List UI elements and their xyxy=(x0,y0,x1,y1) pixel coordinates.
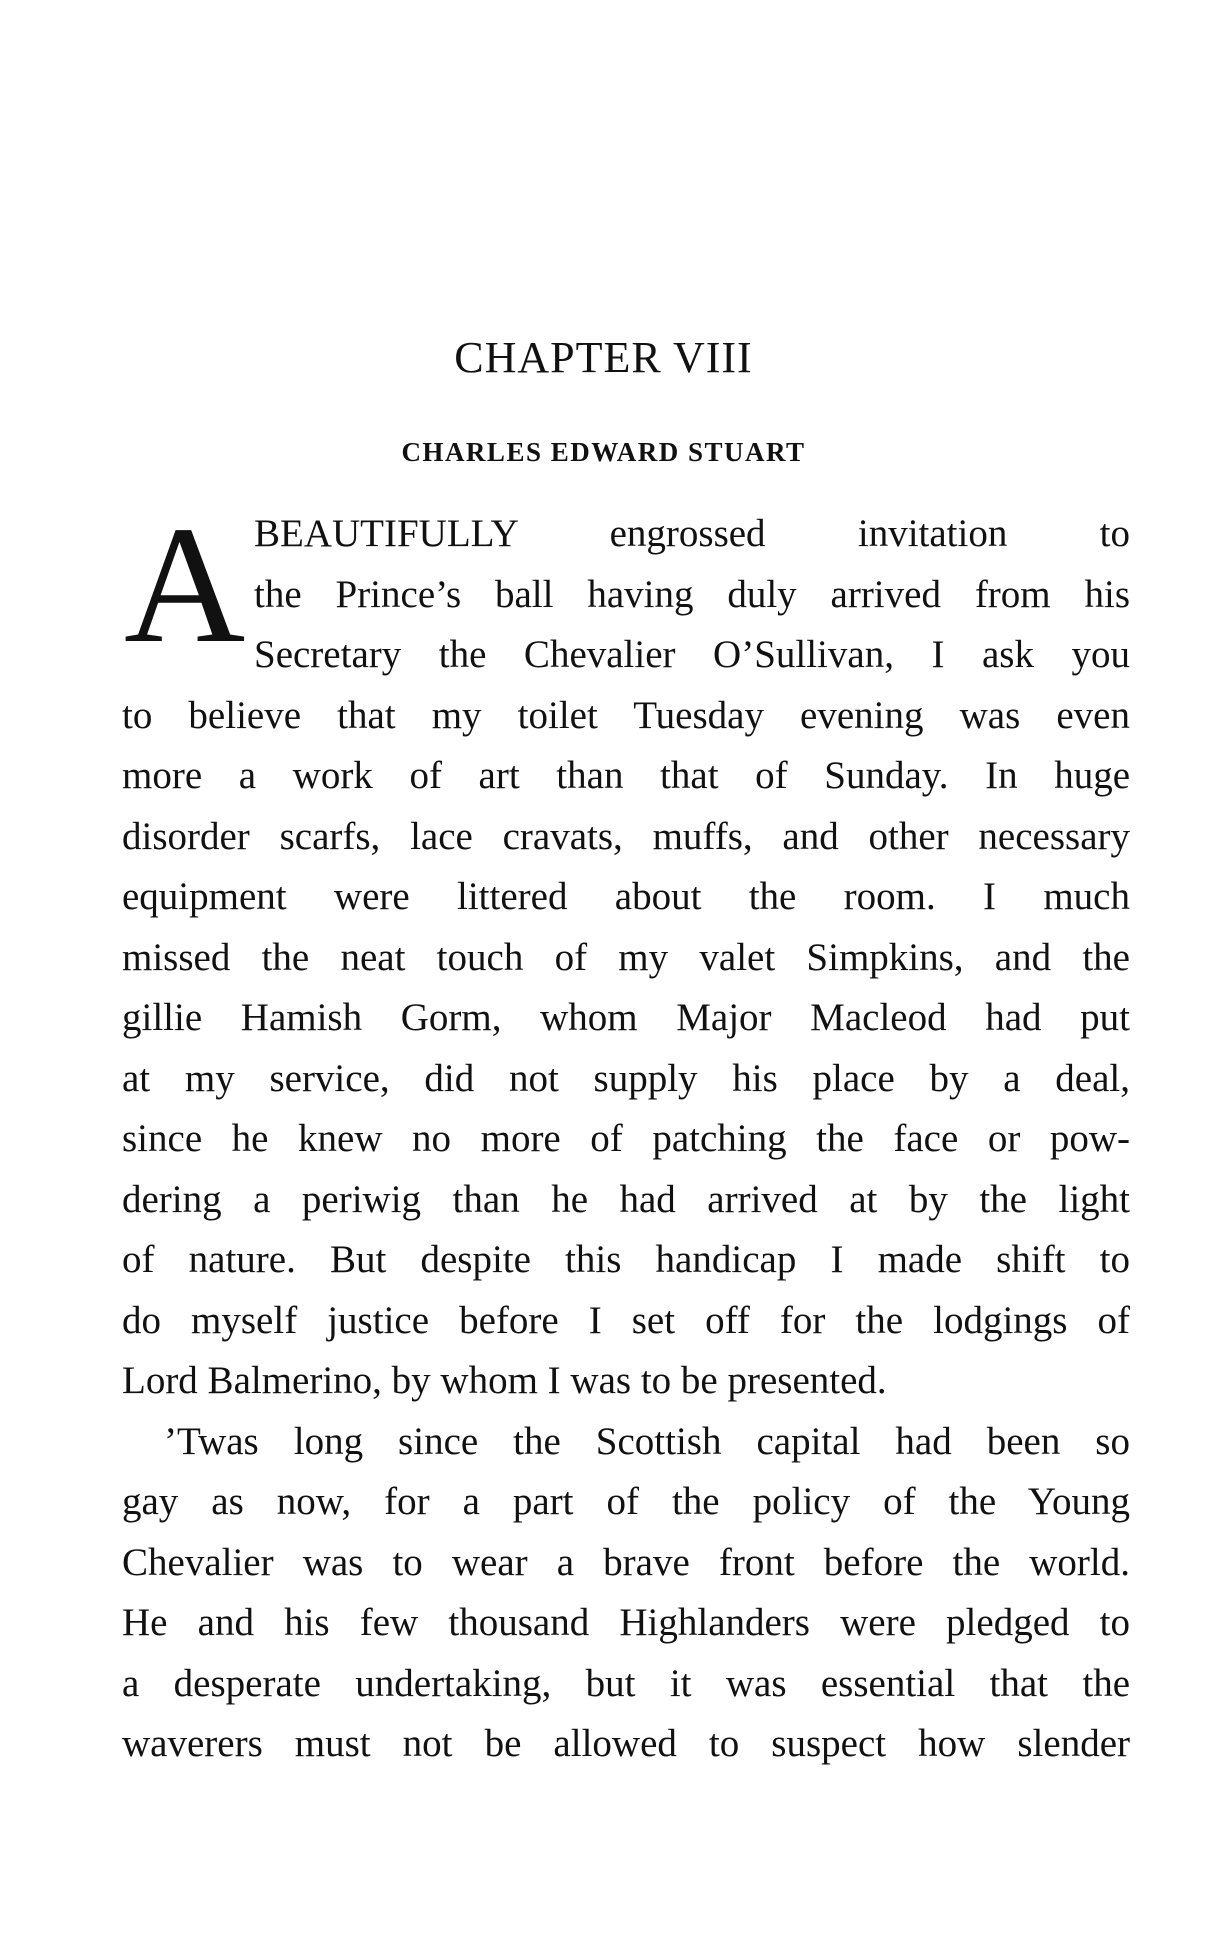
text-line: at my service, did not supply his place by a deal, xyxy=(122,1056,1130,1100)
text-line: dering a periwig than he had arrived at by the light xyxy=(122,1177,1130,1221)
drop-cap: A xyxy=(124,492,246,678)
text-line: gay as now, for a part of the policy of the Young xyxy=(122,1480,1130,1523)
text-line: missed the neat touch of my valet Simpkins, and the xyxy=(122,935,1130,979)
text-line: disorder scarfs, lace cravats, muffs, and other necessary xyxy=(122,814,1130,858)
text-line: Lord Balmerino, by whom I was to be presented. xyxy=(122,1359,887,1402)
text-line: the Prince’s ball having duly arrived from his xyxy=(254,572,1130,616)
text-line: more a work of art than that of Sunday. In huge xyxy=(122,754,1130,797)
text-line: He and his few thousand Highlanders were pledged to xyxy=(122,1601,1130,1644)
text-line: waverers must not be allowed to suspect how slender xyxy=(122,1722,1130,1765)
text-line: since he knew no more of patching the face or pow- xyxy=(122,1117,1130,1160)
text-line: BEAUTIFULLY engrossed invitation to xyxy=(254,512,1130,555)
chapter-body xyxy=(122,492,1130,1775)
text-line: equipment were littered about the room. I much xyxy=(122,875,1130,918)
text-line: to believe that my toilet Tuesday evening was even xyxy=(122,693,1130,737)
chapter-subtitle: CHARLES EDWARD STUART xyxy=(401,437,806,467)
text-line: of nature. But despite this handicap I made shift to xyxy=(122,1238,1130,1281)
text-line: gillie Hamish Gorm, whom Major Macleod had put xyxy=(122,996,1130,1039)
chapter-title: CHAPTER VIII xyxy=(454,333,753,382)
text-line: Secretary the Chevalier O’Sullivan, I ask you xyxy=(254,633,1130,676)
text-line: Chevalier was to wear a brave front before the world. xyxy=(122,1540,1130,1584)
text-line: a desperate undertaking, but it was essential that the xyxy=(122,1661,1130,1705)
text-line: ’Twas long since the Scottish capital had been so xyxy=(164,1419,1130,1463)
text-line: do myself justice before I set off for the lodgings of xyxy=(122,1298,1130,1342)
